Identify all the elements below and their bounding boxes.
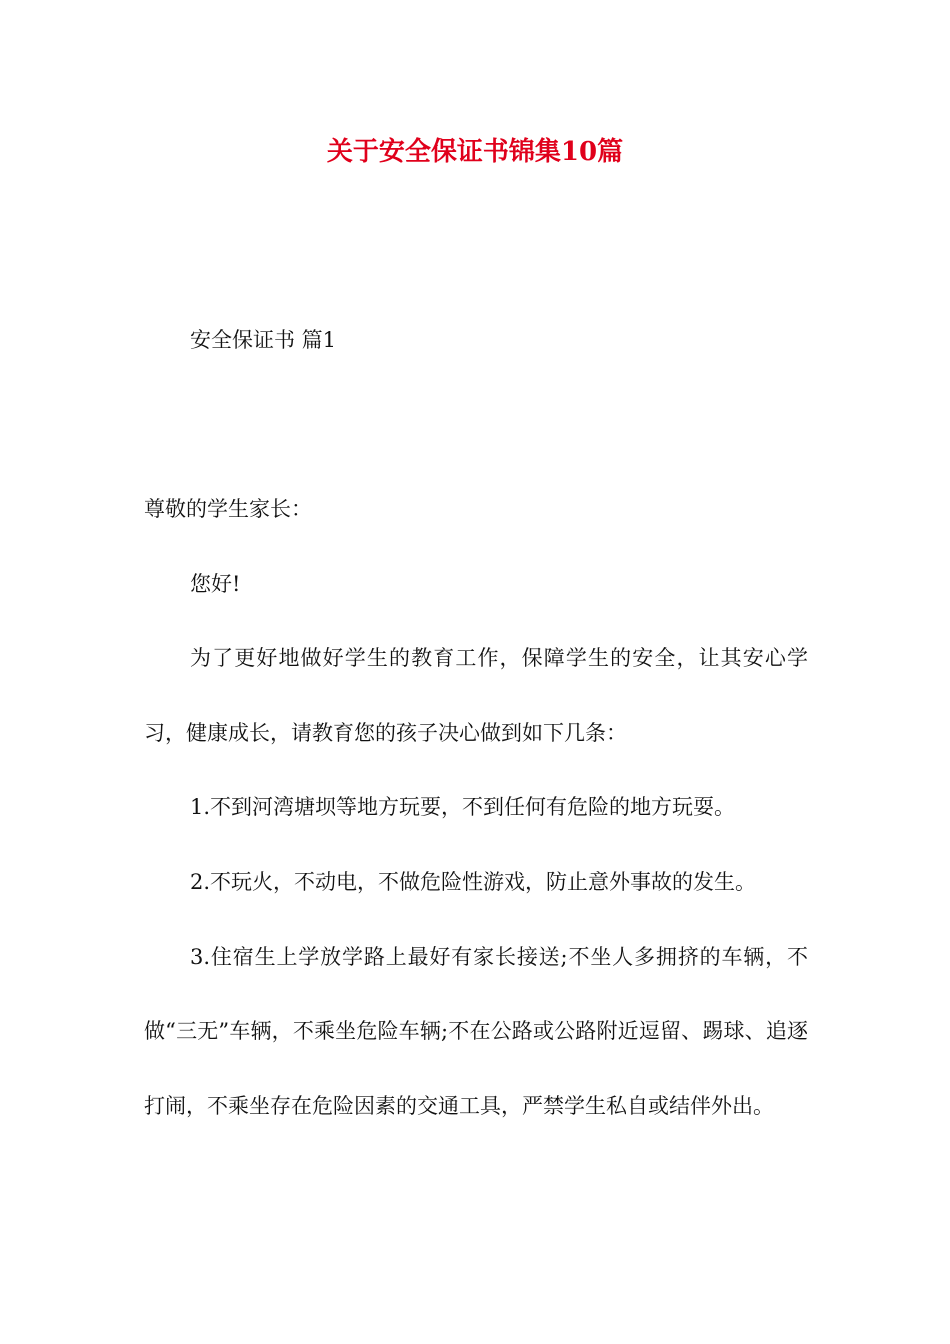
salutation: 尊敬的学生家长： (144, 497, 312, 521)
document-body (144, 472, 808, 1143)
list-item: 2.不玩火，不动电，不做危险性游戏，防止意外事故的发生。 (190, 869, 757, 894)
greeting: 您好! (190, 571, 241, 596)
list-item: 1.不到河湾塘坝等地方玩要，不到任何有危险的地方玩耍。 (190, 795, 736, 820)
section-heading: 安全保证书 篇1 (190, 328, 337, 352)
list-item: 3.住宿生上学放学路上最好有家长接送;不坐人多拥挤的车辆，不做“三无”车辆，不乘坐危险车辆;不在公路或公路附近逗留、踢球、追逐打闹，不乘坐存在危险因素的交通工具，严禁学生私自或结伴外出。 (144, 944, 808, 1118)
document-title: 关于安全保证书锦集10篇 (326, 137, 624, 167)
intro-paragraph: 为了更好地做好学生的教育工作，保障学生的安全，让其安心学习，健康成长，请教育您的孩子决心做到如下几条： (144, 646, 808, 745)
